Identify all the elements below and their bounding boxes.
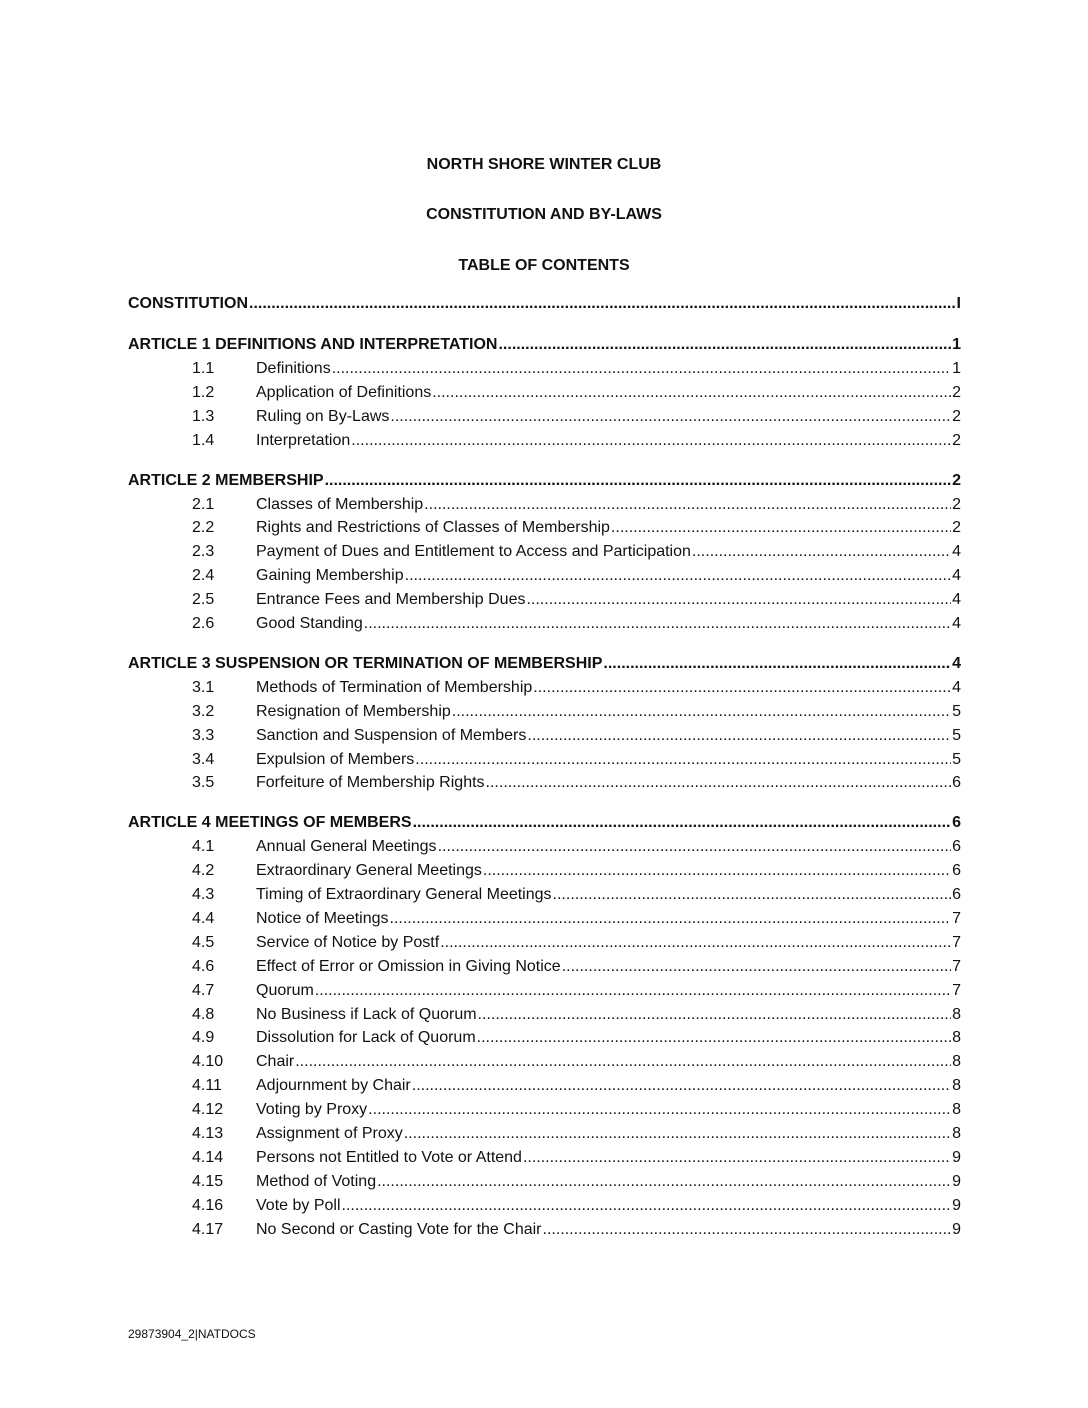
toc-section-number: 4.16 — [192, 1196, 224, 1214]
toc-section-number: 2.2 — [192, 519, 215, 537]
toc-section-number: 4.10 — [192, 1053, 224, 1071]
dot-leader — [325, 469, 952, 493]
toc-entry-label: Chair — [256, 1053, 295, 1071]
dot-leader — [486, 771, 952, 795]
toc-entry-section-4-11[interactable] — [128, 1074, 961, 1098]
toc-entry-label: No Business if Lack of Quorum — [256, 1005, 477, 1023]
toc-page-number: 2 — [952, 471, 961, 489]
toc-entry-section-3-4[interactable] — [128, 748, 961, 772]
toc-section-number: 4.13 — [192, 1125, 224, 1143]
toc-entry-section-4-14[interactable] — [128, 1146, 961, 1170]
toc-entry-section-4-6[interactable] — [128, 955, 961, 979]
toc-section-number: 2.1 — [192, 495, 215, 513]
dot-leader — [377, 1170, 951, 1194]
toc-page-number: 2 — [952, 383, 961, 401]
toc-entry-label: Adjournment by Chair — [256, 1077, 411, 1095]
toc-entry-constitution[interactable] — [128, 292, 961, 316]
toc-section-number: 3.1 — [192, 678, 215, 696]
toc-page-number: 8 — [952, 1029, 961, 1047]
toc-page-number: 2 — [952, 407, 961, 425]
dot-leader — [438, 835, 952, 859]
toc-section-number: 4.17 — [192, 1220, 224, 1238]
toc-section-number: 4.11 — [192, 1077, 222, 1095]
dot-leader — [477, 1026, 951, 1050]
toc-entry-label: Interpretation — [256, 431, 351, 449]
toc-page-number: 8 — [952, 1077, 961, 1095]
dot-leader — [413, 811, 952, 835]
toc-section-number: 4.15 — [192, 1172, 224, 1190]
toc-page-number: 1 — [952, 336, 961, 353]
toc-entry-section-3-3[interactable] — [128, 724, 961, 748]
toc-entry-section-4-5[interactable] — [128, 931, 961, 955]
toc-entry-label: ARTICLE 2 MEMBERSHIP — [128, 471, 324, 489]
toc-page-number: 7 — [952, 910, 961, 928]
toc-section-number: 4.7 — [192, 981, 215, 999]
toc-page-number: I — [956, 295, 961, 312]
toc-entry-section-4-13[interactable] — [128, 1122, 961, 1146]
toc-entry-section-4-16[interactable] — [128, 1194, 961, 1218]
toc-page-number: 6 — [952, 862, 961, 880]
toc-section-number: 1.1 — [192, 360, 215, 377]
dot-leader — [342, 1194, 952, 1218]
dot-leader — [611, 516, 951, 540]
toc-entry-label: Notice of Meetings — [256, 910, 389, 928]
toc-entry-section-1-2[interactable] — [128, 381, 961, 405]
toc-section-number: 4.14 — [192, 1148, 224, 1166]
dot-leader — [404, 1122, 951, 1146]
toc-entry-section-1-1[interactable] — [128, 357, 961, 381]
toc-page-number: 2 — [952, 495, 961, 513]
toc-page-number: 9 — [952, 1196, 961, 1214]
dot-leader — [390, 405, 951, 429]
toc-section-number: 2.6 — [192, 615, 215, 633]
toc-page-number: 7 — [952, 981, 961, 999]
toc-entry-label: Voting by Proxy — [256, 1101, 368, 1119]
toc-entry-label: Methods of Termination of Membership — [256, 678, 533, 696]
toc-entry-section-3-5[interactable] — [128, 771, 961, 795]
toc-section-number: 3.2 — [192, 702, 215, 720]
toc-page-number: 8 — [952, 1005, 961, 1023]
toc-page-number: 4 — [952, 654, 961, 672]
toc-page-number: 9 — [952, 1220, 961, 1238]
toc-page-number: 5 — [952, 750, 961, 768]
toc-page-number: 8 — [952, 1125, 961, 1143]
toc-entry-article-1[interactable] — [128, 333, 961, 357]
toc-entry-section-3-2[interactable] — [128, 700, 961, 724]
toc-entry-section-4-9[interactable] — [128, 1026, 961, 1050]
toc-page-number: 4 — [952, 615, 961, 633]
toc-entry-section-2-3[interactable] — [128, 540, 961, 564]
dot-leader — [526, 588, 951, 612]
toc-entry-label: Resignation of Membership — [256, 702, 451, 720]
toc-entry-section-4-7[interactable] — [128, 979, 961, 1003]
dot-leader — [440, 931, 951, 955]
toc-entry-section-4-2[interactable] — [128, 859, 961, 883]
toc-section-number: 4.2 — [192, 862, 215, 880]
toc-page-number: 4 — [952, 678, 961, 696]
toc-section-number: 4.6 — [192, 957, 215, 975]
table-of-contents — [128, 292, 961, 1242]
toc-entry-label: Classes of Membership — [256, 495, 424, 513]
dot-leader — [483, 859, 951, 883]
toc-entry-label: Rights and Restrictions of Classes of Membership — [256, 519, 610, 537]
toc-entry-label: Dissolution for Lack of Quorum — [256, 1029, 476, 1047]
toc-entry-label: CONSTITUTION — [128, 295, 248, 312]
dot-leader — [332, 357, 951, 381]
toc-page-number: 5 — [952, 726, 961, 744]
toc-entry-section-3-1[interactable] — [128, 676, 961, 700]
toc-entry-label: ARTICLE 3 SUSPENSION OR TERMINATION OF MEMBERSHIP — [128, 654, 603, 672]
toc-entry-section-4-4[interactable] — [128, 907, 961, 931]
dot-leader — [527, 724, 951, 748]
toc-section-number: 3.5 — [192, 774, 215, 792]
toc-page-number: 6 — [952, 886, 961, 904]
toc-entry-section-2-1[interactable] — [128, 493, 961, 517]
toc-page-number: 2 — [952, 519, 961, 537]
toc-page-number: 7 — [952, 933, 961, 951]
toc-page-number: 4 — [952, 543, 961, 561]
dot-leader — [295, 1050, 951, 1074]
toc-entry-label: ARTICLE 1 DEFINITIONS AND INTERPRETATION — [128, 336, 498, 353]
dot-leader — [432, 381, 951, 405]
toc-entry-label: Gaining Membership — [256, 567, 404, 585]
toc-entry-label: Good Standing — [256, 615, 363, 633]
toc-page-number: 1 — [952, 360, 961, 377]
club-name-heading: NORTH SHORE WINTER CLUB — [426, 156, 662, 173]
toc-page-number: 5 — [952, 702, 961, 720]
toc-entry-section-4-1[interactable] — [128, 835, 961, 859]
toc-entry-article-3[interactable] — [128, 652, 961, 676]
toc-entry-article-4[interactable] — [128, 811, 961, 835]
toc-entry-label: Sanction and Suspension of Members — [256, 726, 527, 744]
toc-section-number: 1.4 — [192, 431, 215, 449]
toc-page-number: 8 — [952, 1101, 961, 1119]
toc-page-number: 6 — [952, 774, 961, 792]
toc-section-number: 3.4 — [192, 750, 215, 768]
toc-entry-label: Timing of Extraordinary General Meetings — [256, 886, 552, 904]
toc-entry-section-2-2[interactable] — [128, 516, 961, 540]
toc-entry-section-1-4[interactable] — [128, 429, 961, 453]
dot-leader — [562, 955, 951, 979]
toc-entry-label: Annual General Meetings — [256, 838, 437, 856]
dot-leader — [543, 1218, 952, 1242]
toc-section-number: 4.3 — [192, 886, 215, 904]
dot-leader — [692, 540, 951, 564]
toc-entry-label: Effect of Error or Omission in Giving Notice — [256, 957, 561, 975]
toc-entry-label: Payment of Dues and Entitlement to Access and Participation — [256, 543, 691, 561]
toc-section-number: 2.4 — [192, 567, 215, 585]
toc-entry-label: Persons not Entitled to Vote or Attend — [256, 1148, 522, 1166]
toc-entry-section-4-15[interactable] — [128, 1170, 961, 1194]
toc-section-number: 2.3 — [192, 543, 215, 561]
toc-entry-label: Expulsion of Members — [256, 750, 415, 768]
dot-leader — [368, 1098, 951, 1122]
dot-leader — [603, 652, 951, 676]
document-footer-id: 29873904_2|NATDOCS — [128, 1327, 256, 1341]
dot-leader — [553, 883, 952, 907]
toc-entry-label: Extraordinary General Meetings — [256, 862, 482, 880]
dot-leader — [405, 564, 951, 588]
toc-entry-label: Entrance Fees and Membership Dues — [256, 591, 526, 609]
toc-entry-section-4-3[interactable] — [128, 883, 961, 907]
dot-leader — [364, 612, 951, 636]
toc-entry-section-2-6[interactable] — [128, 612, 961, 636]
toc-entry-section-4-17[interactable] — [128, 1218, 961, 1242]
toc-entry-section-2-5[interactable] — [128, 588, 961, 612]
toc-page-number: 9 — [952, 1172, 961, 1190]
toc-entry-label: Application of Definitions — [256, 383, 432, 401]
dot-leader — [424, 493, 951, 517]
dot-leader — [478, 1003, 952, 1027]
toc-section-number: 3.3 — [192, 726, 215, 744]
dot-leader — [412, 1074, 951, 1098]
toc-section-number: 4.9 — [192, 1029, 215, 1047]
dot-leader — [452, 700, 951, 724]
toc-page-number: 2 — [952, 431, 961, 449]
toc-section-number: 4.1 — [192, 838, 215, 856]
toc-entry-article-2[interactable] — [128, 469, 961, 493]
toc-entry-label: No Second or Casting Vote for the Chair — [256, 1220, 542, 1238]
toc-page-number: 6 — [952, 814, 961, 832]
toc-section-number: 4.5 — [192, 933, 215, 951]
toc-entry-label: Definitions — [256, 360, 331, 377]
toc-section-number: 4.8 — [192, 1005, 215, 1023]
dot-leader — [415, 748, 951, 772]
dot-leader — [523, 1146, 951, 1170]
dot-leader — [498, 333, 951, 357]
toc-entry-section-4-12[interactable] — [128, 1098, 961, 1122]
toc-entry-label: Vote by Poll — [256, 1196, 341, 1214]
toc-entry-section-1-3[interactable] — [128, 405, 961, 429]
toc-entry-section-4-8[interactable] — [128, 1003, 961, 1027]
toc-page-number: 9 — [952, 1148, 961, 1166]
toc-section-number: 1.3 — [192, 407, 215, 425]
toc-page-number: 7 — [952, 957, 961, 975]
toc-section-number: 1.2 — [192, 383, 215, 401]
toc-section-number: 2.5 — [192, 591, 215, 609]
toc-entry-label: Ruling on By-Laws — [256, 407, 390, 425]
toc-section-number: 4.4 — [192, 910, 215, 928]
toc-entry-label: Assignment of Proxy — [256, 1125, 403, 1143]
dot-leader — [351, 429, 951, 453]
dot-leader — [249, 292, 956, 316]
constitution-heading: CONSTITUTION AND BY-LAWS — [426, 206, 662, 223]
toc-heading: TABLE OF CONTENTS — [458, 257, 630, 274]
toc-page-number: 6 — [952, 838, 961, 856]
dot-leader — [390, 907, 952, 931]
toc-page-number: 4 — [952, 591, 961, 609]
toc-page-number: 4 — [952, 567, 961, 585]
toc-entry-label: Method of Voting — [256, 1172, 377, 1190]
toc-entry-section-2-4[interactable] — [128, 564, 961, 588]
toc-entry-section-4-10[interactable] — [128, 1050, 961, 1074]
toc-section-number: 4.12 — [192, 1101, 224, 1119]
toc-entry-label: Service of Notice by Postf — [256, 933, 440, 951]
toc-entry-label: ARTICLE 4 MEETINGS OF MEMBERS — [128, 814, 412, 832]
dot-leader — [315, 979, 951, 1003]
dot-leader — [533, 676, 951, 700]
toc-entry-label: Quorum — [256, 981, 314, 999]
toc-entry-label: Forfeiture of Membership Rights — [256, 774, 485, 792]
toc-page-number: 8 — [952, 1053, 961, 1071]
